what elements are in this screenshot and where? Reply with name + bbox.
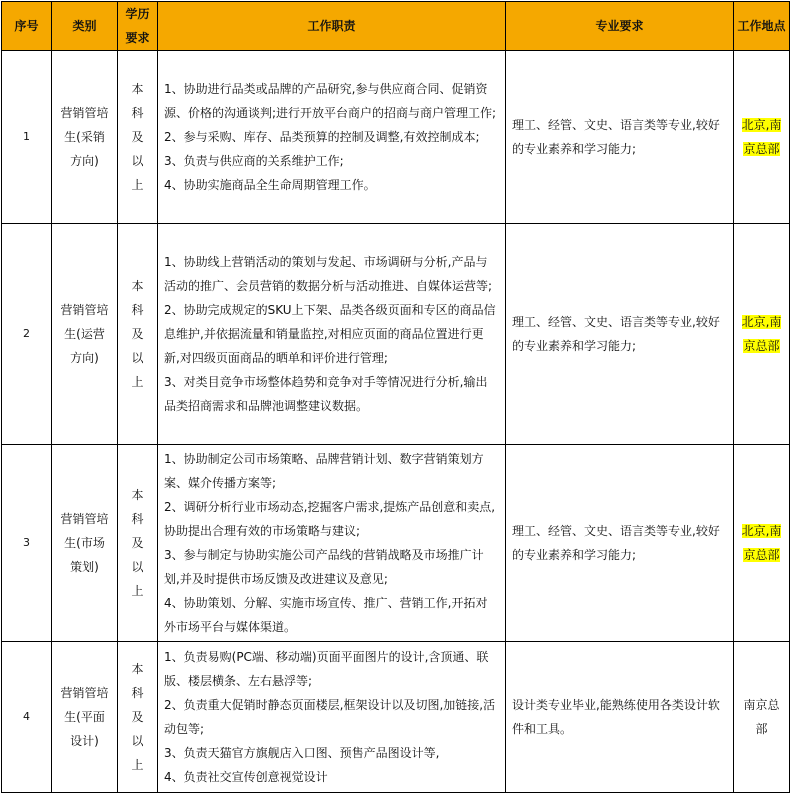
duty-item: 1、协助进行品类或品牌的产品研究,参与供应商合同、促销资源、价格的沟通谈判;进行开放平台商户的招商与商户管理工作; xyxy=(164,82,497,120)
row-duties xyxy=(158,642,506,793)
duty-item: 3、参与制定与协助实施公司产品线的营销战略及市场推广计划,并及时提供市场反馈及改进建议及意见; xyxy=(164,548,484,586)
header-row xyxy=(2,2,790,51)
duty-item: 3、负责与供应商的关系维护工作; xyxy=(164,154,344,168)
duty-item: 4、协助策划、分解、实施市场宣传、推广、营销工作,开拓对外市场平台与媒体渠道。 xyxy=(164,596,488,634)
job-table xyxy=(1,1,790,793)
header-location: 工作地点 xyxy=(734,2,790,51)
row-category: 营销管培生(平面设计) xyxy=(52,642,118,793)
row-duties xyxy=(158,224,506,445)
location-text: 北京,南京总部 xyxy=(741,315,782,353)
row-location xyxy=(734,642,790,793)
duty-item: 4、协助实施商品全生命周期管理工作。 xyxy=(164,178,376,192)
row-location xyxy=(734,224,790,445)
duty-item: 4、负责社交宣传创意视觉设计 xyxy=(164,770,328,784)
row-education: 本科及以上 xyxy=(118,445,158,642)
table-row xyxy=(2,51,790,224)
location-text: 北京,南京总部 xyxy=(741,118,782,156)
header-education: 学历要求 xyxy=(118,2,158,51)
row-category: 营销管培生(运营方向) xyxy=(52,224,118,445)
row-location xyxy=(734,51,790,224)
header-duties: 工作职责 xyxy=(158,2,506,51)
row-duties xyxy=(158,51,506,224)
row-education: 本科及以上 xyxy=(118,224,158,445)
row-no: 1 xyxy=(2,51,52,224)
row-no: 4 xyxy=(2,642,52,793)
duty-item: 2、协助完成规定的SKU上下架、品类各级页面和专区的商品信息维护,并依据流量和销量监控,对相应页面的商品位置进行更新,对四级页面商品的晒单和评价进行管理; xyxy=(164,303,496,365)
header-no: 序号 xyxy=(2,2,52,51)
row-major: 理工、经管、文史、语言类等专业,较好的专业素养和学习能力; xyxy=(506,445,734,642)
duty-item: 1、负责易购(PC端、移动端)页面平面图片的设计,含顶通、联版、楼层横条、左右悬浮等; xyxy=(164,650,489,688)
location-text: 北京,南京总部 xyxy=(741,524,782,562)
header-category: 类别 xyxy=(52,2,118,51)
duty-item: 1、协助制定公司市场策略、品牌营销计划、数字营销策划方案、媒介传播方案等; xyxy=(164,452,484,490)
row-no: 3 xyxy=(2,445,52,642)
row-category: 营销管培生(采销方向) xyxy=(52,51,118,224)
duty-item: 2、参与采购、库存、品类预算的控制及调整,有效控制成本; xyxy=(164,130,480,144)
table-row xyxy=(2,445,790,642)
duty-item: 2、调研分析行业市场动态,挖掘客户需求,提炼产品创意和卖点,协助提出合理有效的市场策略与建议; xyxy=(164,500,496,538)
duty-item: 3、对类目竞争市场整体趋势和竞争对手等情况进行分析,输出品类招商需求和品牌池调整建议数据。 xyxy=(164,375,488,413)
row-major: 设计类专业毕业,能熟练使用各类设计软件和工具。 xyxy=(506,642,734,793)
table-row xyxy=(2,224,790,445)
header-major: 专业要求 xyxy=(506,2,734,51)
row-category: 营销管培生(市场策划) xyxy=(52,445,118,642)
row-major: 理工、经管、文史、语言类等专业,较好的专业素养和学习能力; xyxy=(506,51,734,224)
row-duties xyxy=(158,445,506,642)
row-major: 理工、经管、文史、语言类等专业,较好的专业素养和学习能力; xyxy=(506,224,734,445)
duty-item: 2、负责重大促销时静态页面楼层,框架设计以及切图,加链接,活动包等; xyxy=(164,698,496,736)
duty-item: 1、协助线上营销活动的策划与发起、市场调研与分析,产品与活动的推广、会员营销的数据分析与活动推进、自媒体运营等; xyxy=(164,255,493,293)
row-location xyxy=(734,445,790,642)
row-education: 本科及以上 xyxy=(118,642,158,793)
row-education: 本科及以上 xyxy=(118,51,158,224)
location-text: 南京总部 xyxy=(743,698,780,736)
table-row xyxy=(2,642,790,793)
duty-item: 3、负责天猫官方旗舰店入口图、预售产品图设计等, xyxy=(164,746,440,760)
row-no: 2 xyxy=(2,224,52,445)
